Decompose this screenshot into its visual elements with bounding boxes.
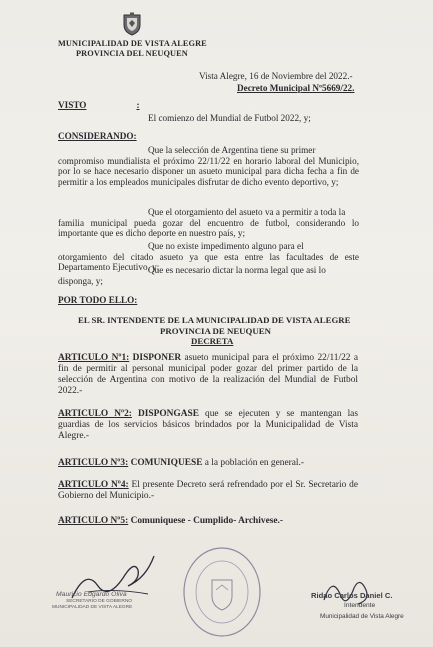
mayor-role: Intendente <box>344 602 376 609</box>
article-4: ARTICULO Nº4: El presente Decreto será refrendado por el Sr. Secretario de Gobierno del Municipio.- <box>58 480 358 501</box>
secretary-role: SECRETARIO DE GOBIERNO <box>66 599 133 604</box>
considerando-paragraph-4: Que es necesario dictar la norma legal que asi lo disponga, y; <box>58 265 326 286</box>
por-todo-ello: POR TODO ELLO: <box>58 295 138 305</box>
considerando-label: CONSIDERANDO: <box>58 131 137 141</box>
secretary-org: MUNICIPALIDAD DE VISTA ALEGRE <box>52 605 133 610</box>
decreta-heading: DECRETA <box>191 336 234 346</box>
article-1: ARTICULO Nº1: DISPONER asueto municipal para el próximo 22/11/22 a fin de permitir al personal municipal poder gozar del primer partido de la selección de Argentina con motivo de la realización del Mundial de Futbol 2022.- <box>58 353 359 396</box>
secretary-name: Mauricio Edgardo Oliva <box>56 591 127 598</box>
municipal-crest-icon <box>121 12 143 36</box>
article-5: ARTICULO Nº5: Comuniquese - Cumplido- Archivese.- <box>58 516 284 526</box>
intendente-title: EL SR. INTENDENTE DE LA MUNICIPALIDAD DE VISTA ALEGRE <box>78 315 351 325</box>
decree-number: Decreto Municipal Nº5669/22. <box>237 83 355 93</box>
municipality-name: MUNICIPALIDAD DE VISTA ALEGRE <box>58 39 207 48</box>
considerando-paragraph-3: Que no existe impedimento alguno para el otorgamiento del citado asueto ya que esta entre las facultades de este Departamento Ejecutivo, y; <box>58 241 359 273</box>
mayor-org: Municipalidad de Vista Alegre <box>320 613 404 620</box>
mayor-name: Ridao Carlos Daniel C. <box>311 591 393 600</box>
considerando-paragraph-1: Que la selección de Argentina tiene su primer compromiso mundialista el próximo 22/11/22 en horario laboral del Municipio, por lo se hace necesario disponer un asueto municipal para dicha fecha a fin de permitir a los empleados municipales disfrutar de dicho evento deportivo, y; <box>58 145 359 187</box>
visto-text: El comienzo del Mundial de Futbol 2022, y; <box>148 113 311 123</box>
intendente-province: PROVINCIA DE NEUQUEN <box>160 326 271 336</box>
province-name: PROVINCIA DEL NEUQUEN <box>76 49 188 58</box>
date-line: Vista Alegre, 16 de Noviembre del 2022.- <box>199 71 353 81</box>
article-3: ARTICULO Nº3: COMUNIQUESE a la población en general.- <box>58 458 304 468</box>
article-2: ARTICULO Nº2: DISPONGASE que se ejecuten y se mantengan las guardias de los servicios básicos brindados por la Municipalidad de Vista Alegre.- <box>58 409 358 441</box>
considerando-paragraph-2: Que el otorgamiento del asueto va a permitir a toda la familia municipal pueda gozar del encuentro de futbol, considerando lo importante que es dicho deporte en nuestro país, y; <box>58 207 359 239</box>
municipal-seal-icon <box>180 540 264 640</box>
visto-label: VISTO : <box>58 100 140 110</box>
